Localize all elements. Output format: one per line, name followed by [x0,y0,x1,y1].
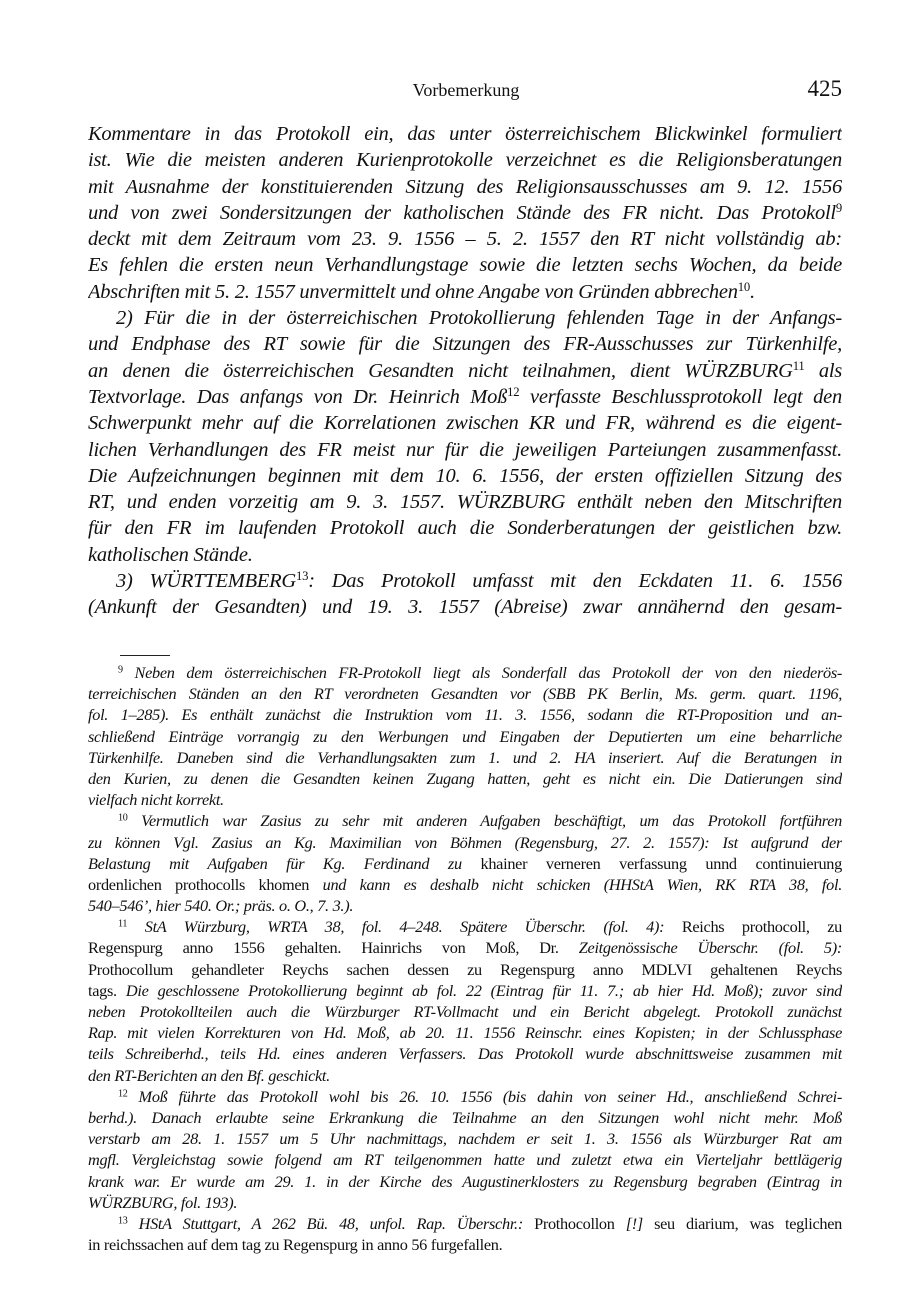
footnote-separator [120,655,170,656]
text-span: Moß führte das Protokoll wohl bis 26. 10. 1556 (bis dahin von seiner Hd., anschließend Schrei- [127,1086,842,1106]
text-span: seu diarium, was teglichen [642,1213,842,1233]
text-line [88,542,842,568]
footnote-line [88,959,842,980]
footnote-line [88,1107,842,1128]
text-span: 2) Für die in der österreichischen Protokollierung fehlenden Tage in der Anfangs- [116,307,842,330]
footnote-reference: 12 [118,1088,128,1100]
text-line [88,174,842,200]
text-span: : Das Protokoll umfasst mit den Eckdaten 11. 6. 1556 [308,570,842,593]
text-span: mit Ausnahme der konstituierenden Sitzung des Religionsausschusses am 9. 12. 1556 [88,175,842,198]
text-span: Es fehlen die ersten neun Verhandlungstage sowie die letzten sechs Wochen, da beide [88,254,842,277]
footnote-line [88,768,842,789]
text-line [88,515,842,541]
text-span: terreichischen Ständen an den RT verordneten Gesandten vor (SBB PK Berlin, Ms. germ. quart. 1196, [88,684,842,704]
text-line [88,305,842,331]
footnote-line [88,1234,842,1255]
text-span: an denen die österreichischen Gesandten nicht teilnahmen, dient WÜRZBURG [88,359,793,382]
footnote-line [88,1001,842,1022]
text-span: WÜRZBURG, fol. 193). [88,1192,238,1212]
text-span: als [804,359,842,382]
text-line [88,384,842,410]
text-span: vielfach nicht korrekt. [88,790,224,810]
text-span: Prothocollum gehandleter Reychs sachen dessen zu Regenspurg anno MDLVI gehaltenen Reychs [88,959,842,979]
footnote-line [88,1086,842,1107]
text-span: katholischen Stände. [88,543,253,566]
text-span: verstarb am 28. 1. 1557 um 5 Uhr nachmittags, nachdem er seit 1. 3. 1556 als Würzburger Rat am [88,1129,842,1149]
footnote-line [88,747,842,768]
footnote-reference: 10 [118,812,128,824]
text-span: khainer verneren verfassung unnd continuierung [480,853,842,873]
text-span: RT, und enden vorzeitig am 9. 3. 1557. WÜRZBURG enthält neben den Mitschriften [88,491,842,514]
text-span: und von zwei Sondersitzungen der katholischen Stände des FR nicht. Das Protokoll [88,201,836,224]
text-span: Rap. mit vielen Korrekturen von Hd. Moß, ab 20. 11. 1556 Reinschr. eines Kopisten; in der Schlussphase [88,1023,842,1043]
footnote-line [88,1065,842,1086]
footnote-line [88,789,842,810]
footnote-reference: 11 [118,918,128,930]
footnote-line [88,1213,842,1234]
footnote-line [88,1022,842,1043]
text-span: krank war. Er wurde am 29. 1. in der Kirche des Augustinerklosters zu Regensburg begraben (Eintrag in [88,1171,842,1191]
footnote-reference: 11 [792,358,805,373]
text-span: deckt mit dem Zeitraum vom 23. 9. 1556 – 5. 2. 1557 den RT nicht vollständig ab: [88,228,842,251]
text-line [88,358,842,384]
text-span: den RT-Berichten an den Bf. geschickt. [88,1065,330,1085]
text-line [88,410,842,436]
text-span: StA Würzburg, WRTA 38, fol. 4–248. Spätere Überschr. (fol. 4): [127,917,682,937]
text-span: und kann es deshalb nicht schicken (HHStA Wien, RK RTA 38, fol. [322,874,842,894]
text-span: Regenspurg anno 1556 gehalten. Hainrichs von Moß, Dr. [88,938,579,958]
text-span: lichen Verhandlungen des FR meist nur für die jeweiligen Parteiungen zusammenfasst. [88,438,842,461]
text-span: teils Schreiberhd., teils Hd. eines anderen Verfassers. Das Protokoll wurde abschnittsweise zusammen mit [88,1044,842,1064]
text-span: Kommentare in das Protokoll ein, das unter österreichischem Blickwinkel formuliert [88,123,842,145]
text-span: Abschriften mit 5. 2. 1557 unvermittelt und ohne Angabe von Gründen abbrechen [88,280,738,303]
text-span: schließend Einträge vorrangig zu den Werbungen und Eingaben der Deputierten um eine beharrliche [88,726,842,746]
footnote-line [88,1149,842,1170]
text-line [88,279,842,305]
footnote-line [88,1128,842,1149]
text-span: zu können Vgl. Zasius an Kg. Maximilian von Böhmen (Regensburg, 27. 2. 1557): Ist aufgrund der [88,832,842,852]
text-span: verfasste Beschlussprotokoll legt den [519,385,842,408]
footnote-line [88,1171,842,1192]
text-line [88,463,842,489]
text-span: HStA Stuttgart, A 262 Bü. 48, unfol. Rap. Überschr.: [127,1213,535,1233]
text-span: ist. Wie die meisten anderen Kurienprotokolle verzeichnet es die Religionsberatungen [88,149,842,172]
footnotes [88,662,842,1255]
footnote-line [88,895,842,916]
running-header-title: Vorbemerkung [412,80,520,100]
footnote-reference: 10 [737,279,750,294]
text-span: mgfl. Vergleichstag sowie folgend am RT teilgenommen hatte und zuletzt etwa ein Vierteljahr bettlägerig [88,1150,842,1170]
text-span: (Ankunft der Gesandten) und 19. 3. 1557 (Abreise) zwar annähernd den gesam- [88,596,842,619]
text-line [88,252,842,278]
footnote-line [88,726,842,747]
text-span: neben Protokollteilen auch die Würzburger RT-Vollmacht und ein Bericht abgelegt. Protokoll zunächst [88,1002,842,1021]
text-span: 3) WÜRTTEMBERG [116,570,296,593]
text-span: . [749,280,755,303]
text-span: Zeitgenössische Überschr. (fol. 5): [578,938,842,958]
footnote-line [88,810,842,831]
text-span: fol. 1–285). Es enthält zunächst die Instruktion vom 11. 3. 1556, sodann die RT-Proposition und an- [88,705,842,725]
footnote-line [88,662,842,683]
text-span: für den FR im laufenden Protokoll auch die Sonderberatungen der geistlichen bzw. [88,517,842,540]
footnote-reference: 13 [118,1215,128,1227]
footnote-reference: 9 [118,664,123,676]
text-span: ordenlichen prothocolls khomen [88,874,323,894]
text-span: tags. [88,980,126,1000]
text-line [88,489,842,515]
text-span: Textvorlage. Das anfangs von Dr. Heinrich Moß [88,385,508,408]
text-line [88,568,842,594]
text-line [88,437,842,463]
footnote-reference: 12 [507,384,520,399]
footnote-line [88,704,842,725]
page-number: 425 [807,76,842,101]
text-line [88,121,842,147]
footnote-reference: 13 [295,569,309,584]
text-span: Schwerpunkt mehr auf die Korrelationen zwischen KR und FR, während es die eigent- [88,412,842,435]
text-span: Die Aufzeichnungen beginnen mit dem 10. 6. 1556, der ersten offiziellen Sitzung des [88,464,842,487]
text-span: und Endphase des RT sowie für die Sitzungen des FR-Ausschusses zur Türkenhilfe, [88,333,842,356]
text-span: Türkenhilfe. Daneben sind die Verhandlungsakten zum 1. und 2. HA inseriert. Auf die Beratungen in [88,747,842,767]
text-span: Reichs prothocoll, zu [681,917,842,937]
text-span: Prothocollon [534,1213,626,1233]
text-span: [!] [625,1213,643,1233]
text-span: Neben dem österreichischen FR-Protokoll liegt als Sonderfall das Protokoll der von den niederös- [122,663,842,682]
text-line [88,331,842,357]
footnote-line [88,853,842,874]
footnote-line [88,937,842,958]
text-span: Belastung mit Aufgaben für Kg. Ferdinand zu [88,853,481,873]
text-span: 540–546’, hier 540. Or.; präs. o. O., 7. 3.). [88,896,354,916]
footnote-line [88,1043,842,1064]
footnote-reference: 9 [835,200,842,215]
text-span: Die geschlossene Protokollierung beginnt ab fol. 22 (Eintrag für 11. 7.; ab hier Hd. Moß); zuvor sind [125,980,842,1000]
text-line [88,200,842,226]
text-span: den Kurien, zu denen die Gesandten keinen Zugang hatten, geht es nicht ein. Die Datierungen sind [88,768,842,788]
text-span: Vermutlich war Zasius zu sehr mit anderen Aufgaben beschäftigt, um das Protokoll fortführen [127,811,842,831]
footnote-line [88,832,842,853]
main-text [88,121,842,621]
text-line [88,147,842,173]
footnote-line [88,874,842,895]
text-line [88,226,842,252]
footnote-line [88,916,842,937]
footnote-line [88,980,842,1001]
footnote-line [88,683,842,704]
text-line [88,594,842,620]
footnote-line [88,1192,842,1213]
text-span: in reichssachen auf dem tag zu Regenspurg in anno 56 furgefallen. [88,1235,503,1255]
text-span: berhd.). Danach erlaubte seine Erkrankung die Teilnahme an den Sitzungen wohl nicht mehr. Moß [88,1107,842,1127]
